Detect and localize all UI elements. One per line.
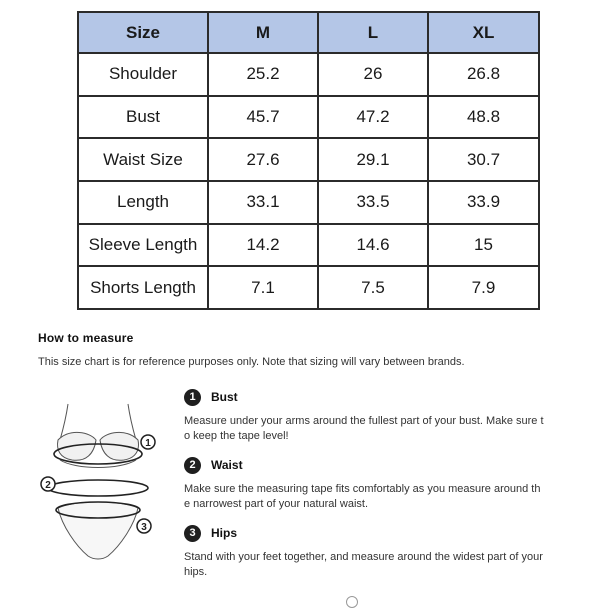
illustration-marker-1 bbox=[141, 435, 155, 449]
header-l: L bbox=[318, 12, 428, 53]
table-row bbox=[78, 224, 539, 267]
step-hips bbox=[184, 524, 546, 580]
step-header bbox=[184, 456, 546, 474]
step-header bbox=[184, 524, 546, 542]
row-label: Length bbox=[78, 181, 208, 224]
step-number-badge: 3 bbox=[184, 525, 201, 542]
cell-value: 30.7 bbox=[428, 138, 539, 181]
table-row bbox=[78, 53, 539, 96]
header-m: M bbox=[208, 12, 318, 53]
table-header-row bbox=[78, 12, 539, 53]
illustration-marker-2 bbox=[41, 477, 55, 491]
cell-value: 29.1 bbox=[318, 138, 428, 181]
cell-value: 45.7 bbox=[208, 96, 318, 139]
step-waist bbox=[184, 456, 546, 512]
step-title: Hips bbox=[211, 526, 238, 540]
cell-value: 48.8 bbox=[428, 96, 539, 139]
cell-value: 26 bbox=[318, 53, 428, 96]
cell-value: 7.9 bbox=[428, 266, 539, 309]
header-xl: XL bbox=[428, 12, 539, 53]
step-number-badge: 1 bbox=[184, 389, 201, 406]
row-label: Shorts Length bbox=[78, 266, 208, 309]
cell-value: 26.8 bbox=[428, 53, 539, 96]
cell-value: 33.5 bbox=[318, 181, 428, 224]
cell-value: 14.2 bbox=[208, 224, 318, 267]
svg-text:2: 2 bbox=[45, 480, 51, 491]
step-description: Measure under your arms around the fullest part of your bust. Make sure to keep the tape level! bbox=[184, 415, 544, 442]
size-chart-table bbox=[77, 11, 540, 310]
cell-value: 33.9 bbox=[428, 181, 539, 224]
cell-value: 27.6 bbox=[208, 138, 318, 181]
cell-value: 7.5 bbox=[318, 266, 428, 309]
cell-value: 33.1 bbox=[208, 181, 318, 224]
row-label: Waist Size bbox=[78, 138, 208, 181]
step-title: Bust bbox=[211, 390, 238, 404]
cell-value: 47.2 bbox=[318, 96, 428, 139]
row-label: Sleeve Length bbox=[78, 224, 208, 267]
cell-value: 15 bbox=[428, 224, 539, 267]
svg-text:3: 3 bbox=[141, 522, 147, 533]
illustration-marker-3 bbox=[137, 519, 151, 533]
svg-text:1: 1 bbox=[145, 438, 151, 449]
row-label: Shoulder bbox=[78, 53, 208, 96]
step-bust bbox=[184, 388, 546, 444]
header-size: Size bbox=[78, 12, 208, 53]
measurement-illustration bbox=[36, 396, 166, 576]
cell-value: 14.6 bbox=[318, 224, 428, 267]
step-header bbox=[184, 388, 546, 406]
table-row bbox=[78, 266, 539, 309]
step-title: Waist bbox=[211, 458, 243, 472]
step-description: Make sure the measuring tape fits comfortably as you measure around the narrowest part of your natural waist. bbox=[184, 483, 541, 510]
carousel-dot[interactable] bbox=[346, 596, 358, 608]
how-to-measure-title: How to measure bbox=[38, 331, 134, 345]
row-label: Bust bbox=[78, 96, 208, 139]
cell-value: 7.1 bbox=[208, 266, 318, 309]
reference-note: This size chart is for reference purposes only. Note that sizing will vary between brands. bbox=[38, 356, 465, 368]
step-number-badge: 2 bbox=[184, 457, 201, 474]
table-row bbox=[78, 96, 539, 139]
table-row bbox=[78, 138, 539, 181]
cell-value: 25.2 bbox=[208, 53, 318, 96]
step-description: Stand with your feet together, and measure around the widest part of your hips. bbox=[184, 551, 543, 578]
table-row bbox=[78, 181, 539, 224]
